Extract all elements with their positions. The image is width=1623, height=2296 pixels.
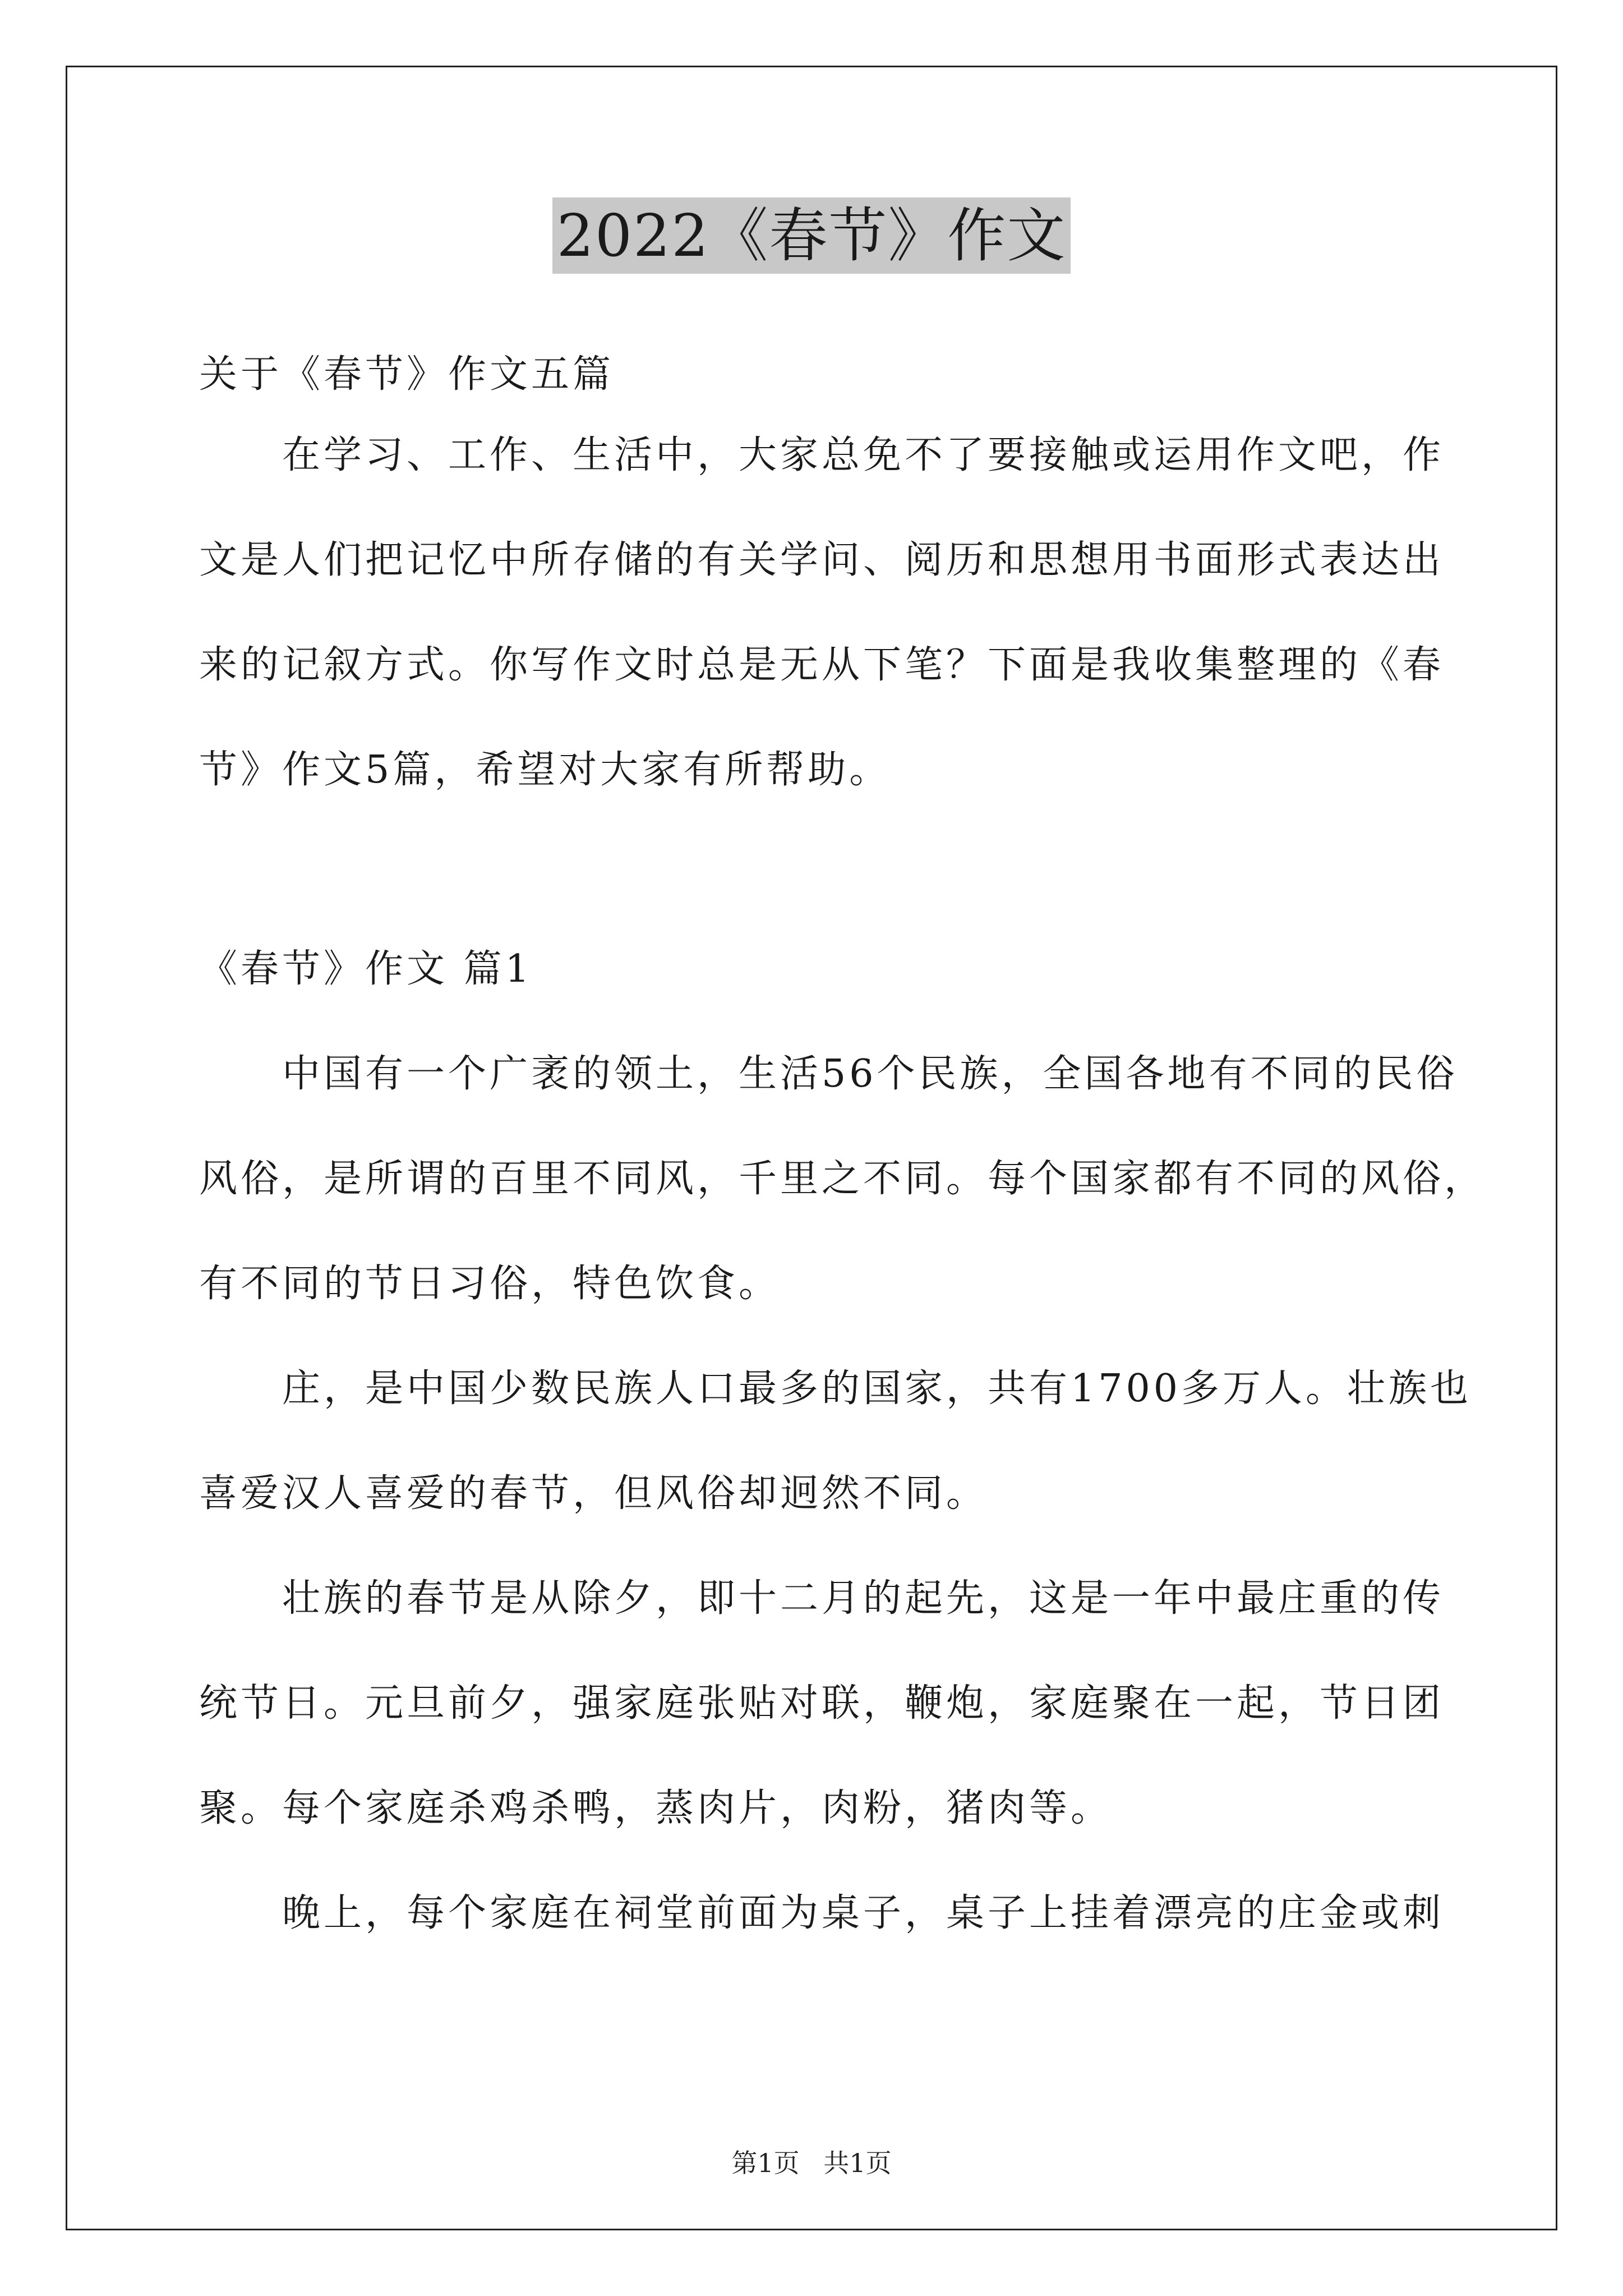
paragraph-line: 聚。每个家庭杀鸡杀鸭，蒸肉片，肉粉，猪肉等。 [199, 1786, 1113, 1830]
paragraph-line: 风俗，是所谓的百里不同风，千里之不同。每个国家都有不同的风俗， [199, 1157, 1486, 1201]
document-subtitle: 关于《春节》作文五篇 [199, 352, 615, 397]
document-title: 2022《春节》作文 [552, 197, 1071, 274]
paragraph-line: 庄，是中国少数民族人口最多的国家，共有1700多万人。壮族也 [282, 1366, 1472, 1411]
page-number: 第1页 [731, 2148, 800, 2178]
document-body [199, 348, 1486, 1940]
document-title-wrap [0, 197, 1623, 276]
section-heading: 《春节》作文 篇1 [199, 947, 533, 991]
paragraph-line: 晚上，每个家庭在祠堂前面为桌子，桌子上挂着漂亮的庄金或刺 [282, 1891, 1445, 1935]
intro-line: 在学习、工作、生活中，大家总免不了要接触或运用作文吧，作 [282, 433, 1445, 477]
paragraph-line: 统节日。元旦前夕，强家庭张贴对联，鞭炮，家庭聚在一起，节日团 [199, 1681, 1445, 1726]
paragraph-line: 喜爱汉人喜爱的春节，但风俗却迥然不同。 [199, 1471, 988, 1516]
intro-line: 节》作文5篇，希望对大家有所帮助。 [199, 748, 891, 792]
paragraph-line: 中国有一个广袤的领土，生活56个民族，全国各地有不同的民俗 [282, 1052, 1458, 1096]
page-footer [0, 2146, 1623, 2180]
intro-line: 来的记叙方式。你写作文时总是无从下笔？下面是我收集整理的《春 [199, 643, 1445, 687]
paragraph-line: 壮族的春节是从除夕，即十二月的起先，这是一年中最庄重的传 [282, 1576, 1445, 1621]
page-total: 共1页 [823, 2148, 892, 2178]
intro-line: 文是人们把记忆中所存储的有关学问、阅历和思想用书面形式表达出 [199, 538, 1445, 582]
paragraph-line: 有不同的节日习俗，特色饮食。 [199, 1262, 781, 1306]
